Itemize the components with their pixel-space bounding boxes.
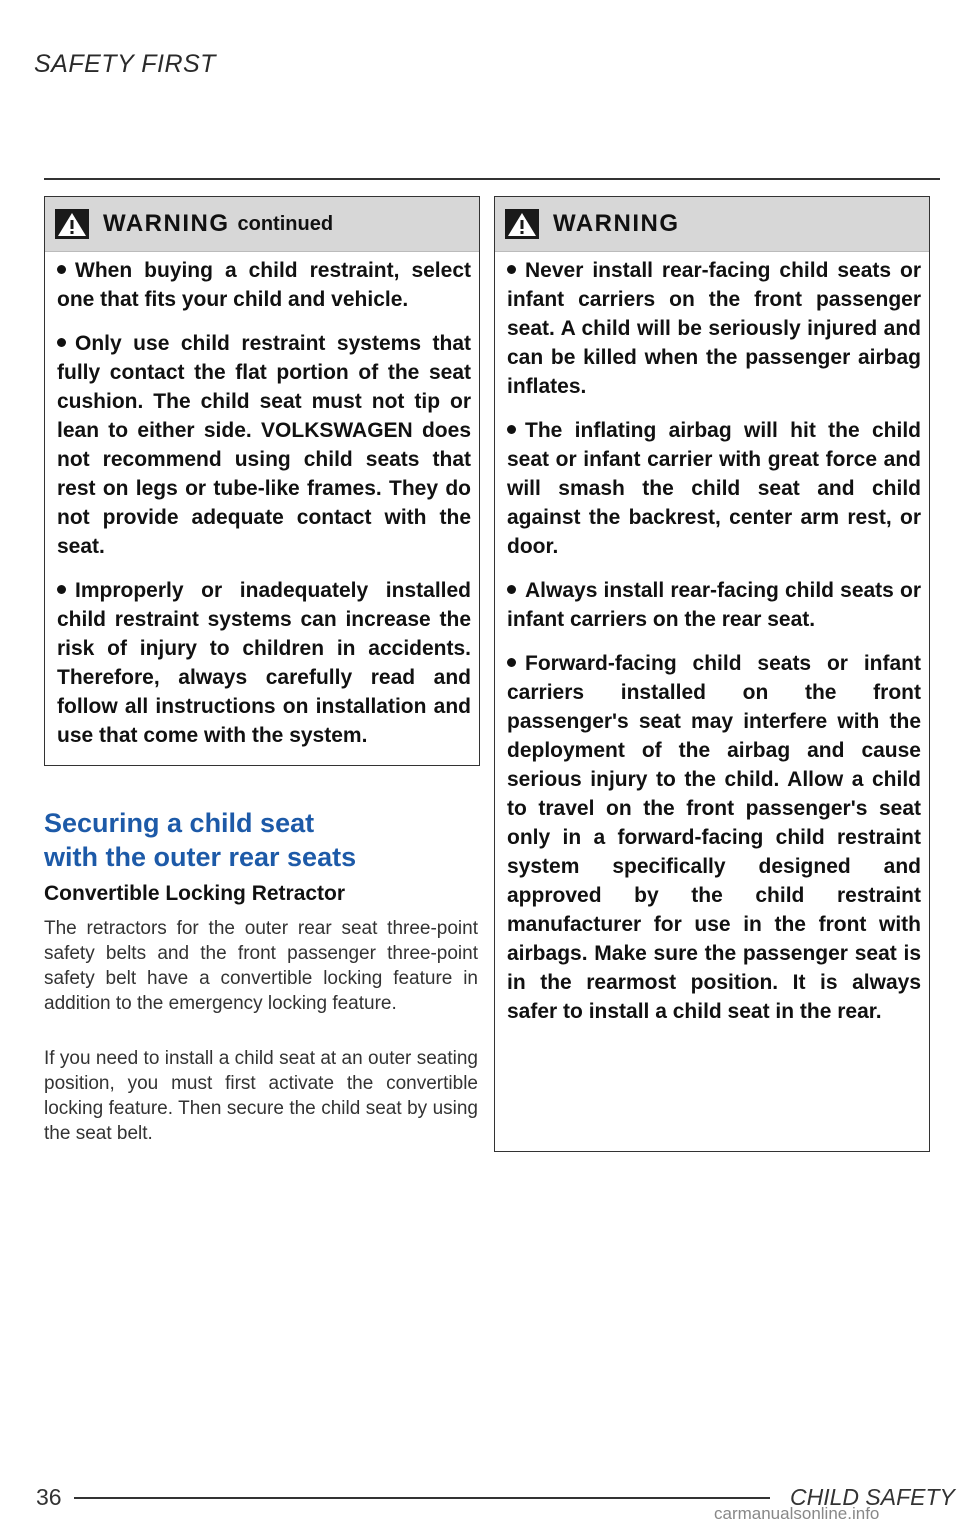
warning-bullet: Never install rear-facing child seats or infant carriers on the front passenger seat. A child will be seriously injured and can be killed when the passenger airbag inflates. xyxy=(507,259,921,398)
warning-box-continued xyxy=(44,196,480,766)
warning-box xyxy=(494,196,930,1152)
warning-bullet: When buying a child restraint, select one that fits your child and vehicle. xyxy=(57,259,471,311)
warning-bullet: Always install rear-facing child seats or infant carriers on the rear seat. xyxy=(507,579,921,631)
top-divider xyxy=(44,178,940,180)
warning-header xyxy=(495,197,929,252)
warning-header xyxy=(45,197,479,252)
warning-triangle-icon xyxy=(55,209,89,239)
body-paragraph: The retractors for the outer rear seat three-point safety belts and the front passenger three-point safety belt have a convertible locking feature in addition to the emergency locking feature. xyxy=(44,918,478,1014)
footer-divider xyxy=(74,1497,770,1499)
body-paragraph: If you need to install a child seat at an outer seating position, you must first activate the convertible locking feature. Then secure the child seat by using the seat belt. xyxy=(44,1048,478,1144)
page-number: 36 xyxy=(36,1484,62,1510)
page-header-title: SAFETY FIRST xyxy=(34,50,216,78)
warning-label: WARNING xyxy=(103,210,230,237)
warning-label: WARNING xyxy=(553,210,680,237)
warning-bullet: The inflating airbag will hit the child seat or infant carrier with great force and will smash the child seat and child against the backrest, center arm rest, or door. xyxy=(507,419,921,558)
footer-section-title: CHILD SAFETY xyxy=(790,1484,955,1510)
warning-continued-label: continued xyxy=(237,212,334,235)
section-title: Securing a child seat with the outer rear seats xyxy=(44,808,357,872)
warning-bullet: Forward-facing child seats or infant carriers installed on the front passenger's seat may interfere with the deployment of the airbag and cause serious injury to the child. Allow a child to travel on the front passenger's seat only in a forward-facing child restraint system specifically designed and approved by the child restraint manufacturer for use in the front with airbags. Make sure the passenger seat is in the rearmost position. It is always safer to install a child seat in the rear. xyxy=(507,652,921,1023)
watermark: carmanualsonline.info xyxy=(714,1504,880,1523)
section-subheading: Convertible Locking Retractor xyxy=(44,882,346,905)
warning-triangle-icon xyxy=(505,209,539,239)
warning-bullet: Only use child restraint systems that fully contact the flat portion of the seat cushion. The child seat must not tip or lean to either side. VOLKSWAGEN does not recommend using child seats that rest on legs or tube-like frames. They do not provide adequate contact with the seat. xyxy=(57,332,471,558)
warning-bullet: Improperly or inadequately installed child restraint systems can increase the risk of injury to children in accidents. Therefore, always carefully read and follow all instructions on installation and use that come with the system. xyxy=(57,579,471,747)
